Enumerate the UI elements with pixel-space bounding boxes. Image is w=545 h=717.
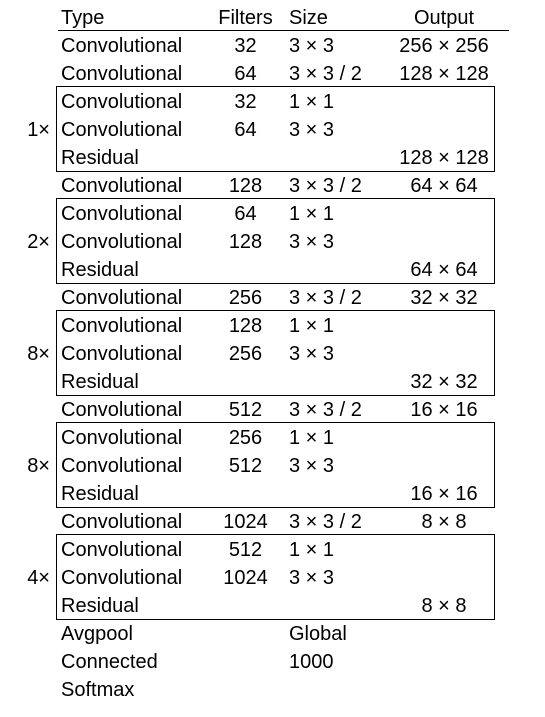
cell-type: Residual	[61, 259, 139, 281]
header-type: Type	[61, 7, 105, 29]
cell-size: 3 × 3	[289, 567, 335, 589]
cell-type: Convolutional	[61, 399, 183, 421]
cell-filters: 64	[234, 203, 257, 225]
cell-size: Global	[289, 623, 347, 645]
cell-type: Convolutional	[61, 175, 183, 197]
cell-filters: 128	[228, 175, 263, 197]
cell-size: 3 × 3	[289, 119, 335, 141]
cell-filters: 128	[228, 315, 263, 337]
cell-type: Convolutional	[61, 287, 183, 309]
cell-type: Connected	[61, 651, 158, 673]
repeat-multiplier: 8×	[27, 455, 50, 477]
cell-type: Avgpool	[61, 623, 133, 645]
cell-filters: 64	[234, 63, 257, 85]
cell-type: Convolutional	[61, 231, 183, 253]
cell-filters: 1024	[223, 567, 268, 589]
repeat-multiplier: 4×	[27, 567, 50, 589]
cell-size: 1 × 1	[289, 91, 335, 113]
cell-output: 32 × 32	[410, 371, 478, 393]
cell-size: 1 × 1	[289, 203, 335, 225]
cell-filters: 32	[234, 91, 257, 113]
cell-type: Residual	[61, 595, 139, 617]
cell-size: 3 × 3 / 2	[289, 175, 362, 197]
cell-output: 128 × 128	[399, 63, 489, 85]
cell-size: 3 × 3 / 2	[289, 511, 362, 533]
cell-filters: 512	[228, 539, 263, 561]
cell-filters: 512	[228, 399, 263, 421]
cell-size: 1 × 1	[289, 539, 335, 561]
cell-filters: 256	[228, 427, 263, 449]
cell-size: 3 × 3	[289, 455, 335, 477]
cell-type: Convolutional	[61, 427, 183, 449]
residual-block-outline	[56, 310, 495, 396]
residual-block-outline	[56, 198, 495, 284]
cell-output: 256 × 256	[399, 35, 489, 57]
cell-size: 3 × 3	[289, 231, 335, 253]
cell-type: Convolutional	[61, 511, 183, 533]
repeat-multiplier: 1×	[27, 119, 50, 141]
cell-type: Convolutional	[61, 539, 183, 561]
cell-size: 3 × 3 / 2	[289, 63, 362, 85]
residual-block-outline	[56, 86, 495, 172]
cell-type: Convolutional	[61, 455, 183, 477]
cell-type: Convolutional	[61, 315, 183, 337]
cell-output: 16 × 16	[410, 483, 478, 505]
cell-size: 3 × 3	[289, 343, 335, 365]
cell-output: 64 × 64	[410, 175, 478, 197]
cell-type: Residual	[61, 147, 139, 169]
header-rule	[58, 30, 509, 31]
cell-size: 1000	[289, 651, 334, 673]
cell-type: Convolutional	[61, 63, 183, 85]
cell-size: 1 × 1	[289, 315, 335, 337]
cell-filters: 256	[228, 287, 263, 309]
cell-filters: 32	[234, 35, 257, 57]
cell-type: Residual	[61, 483, 139, 505]
cell-output: 64 × 64	[410, 259, 478, 281]
cell-output: 128 × 128	[399, 147, 489, 169]
residual-block-outline	[56, 534, 495, 620]
residual-block-outline	[56, 422, 495, 508]
cell-size: 3 × 3	[289, 35, 335, 57]
cell-size: 3 × 3 / 2	[289, 287, 362, 309]
cell-type: Convolutional	[61, 203, 183, 225]
cell-output: 32 × 32	[410, 287, 478, 309]
repeat-multiplier: 8×	[27, 343, 50, 365]
cell-filters: 64	[234, 119, 257, 141]
cell-size: 3 × 3 / 2	[289, 399, 362, 421]
cell-output: 8 × 8	[421, 511, 467, 533]
repeat-multiplier: 2×	[27, 231, 50, 253]
cell-type: Convolutional	[61, 343, 183, 365]
header-filters: Filters	[218, 7, 273, 29]
cell-filters: 256	[228, 343, 263, 365]
cell-output: 8 × 8	[421, 595, 467, 617]
cell-output: 16 × 16	[410, 399, 478, 421]
cell-type: Convolutional	[61, 567, 183, 589]
cell-type: Convolutional	[61, 91, 183, 113]
header-output: Output	[413, 7, 475, 29]
header-size: Size	[289, 7, 328, 29]
cell-filters: 1024	[223, 511, 268, 533]
cell-type: Residual	[61, 371, 139, 393]
cell-type: Convolutional	[61, 119, 183, 141]
cell-filters: 512	[228, 455, 263, 477]
cell-filters: 128	[228, 231, 263, 253]
cell-size: 1 × 1	[289, 427, 335, 449]
cell-type: Softmax	[61, 679, 135, 701]
cell-type: Convolutional	[61, 35, 183, 57]
